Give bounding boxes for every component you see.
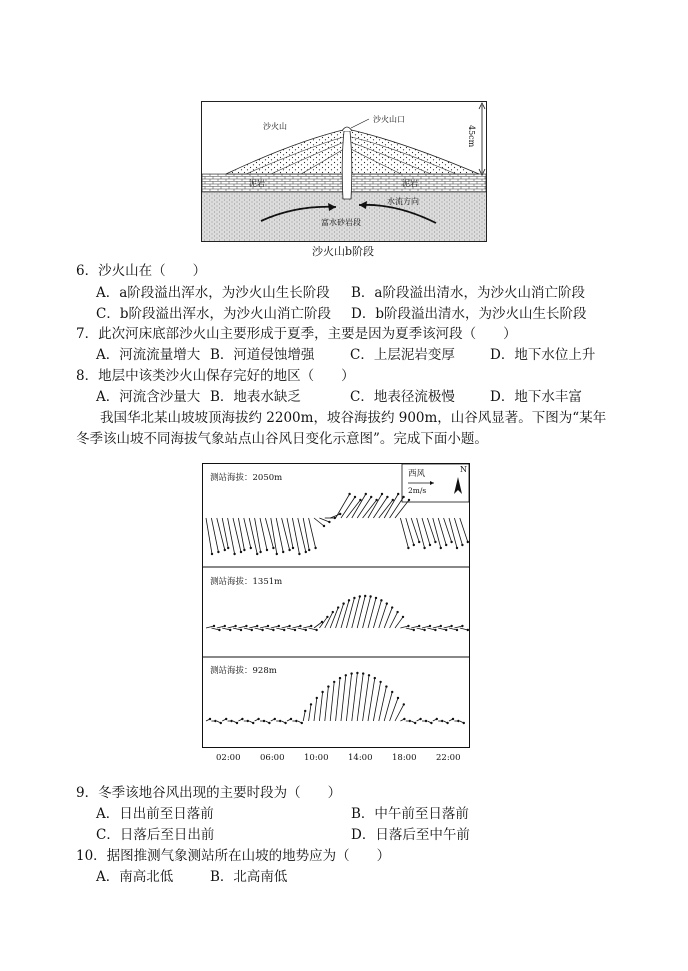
wind-stick-tip	[354, 496, 356, 498]
wind-stick-tip	[380, 599, 382, 601]
figure1-caption: 沙火山b阶段	[312, 245, 375, 258]
wind-stick-tip	[229, 629, 231, 631]
wind-stick-tip	[407, 625, 409, 627]
label-height: 45cm	[467, 125, 476, 148]
wind-stick-tip	[423, 547, 425, 549]
wind-stick-tip	[272, 629, 274, 631]
wind-stick-tip	[365, 493, 367, 495]
passage-line-2: 冬季该山坡不同海拔气象站点山谷风日变化示意图”。完成下面小题。	[76, 431, 488, 447]
wind-stick-tip	[261, 629, 263, 631]
wind-stick-tip	[359, 499, 361, 501]
wind-stick-tip	[274, 718, 276, 720]
q9-option-a: A．日出前至日落前	[96, 806, 214, 822]
wind-stick-tip	[224, 625, 226, 627]
wind-stick-tip	[252, 722, 254, 724]
panel-1-label: 测站海拔：2050m	[210, 473, 283, 483]
wind-stick-tip	[450, 625, 452, 627]
label-volcano: 沙火山	[263, 122, 287, 131]
sand-volcano-diagram	[201, 101, 487, 242]
panel-2-label: 测站海拔：1351m	[210, 577, 283, 587]
wind-stick-tip	[266, 549, 268, 551]
wind-stick-tip	[295, 720, 297, 722]
wind-stick-tip	[213, 625, 215, 627]
wind-stick-tip	[314, 547, 316, 549]
vent-conduit	[342, 131, 352, 199]
wind-stick-tip	[445, 544, 447, 546]
wind-stick-tip	[446, 722, 448, 724]
label-mud-right: 泥岩	[402, 179, 418, 188]
wind-stick-tip	[362, 672, 364, 674]
wind-stick-tip	[402, 616, 404, 618]
wind-stick-tip	[323, 525, 325, 527]
q9-option-d: D．日落后至中午前	[351, 827, 470, 843]
wind-stick-tip	[220, 722, 222, 724]
wind-stick-tip	[259, 551, 261, 553]
wind-stick-tip	[298, 553, 300, 555]
wind-stick-tip	[391, 691, 393, 693]
label-vent: 沙火山口	[373, 115, 405, 124]
wind-stick-tip	[241, 718, 243, 720]
time-axis	[202, 753, 470, 767]
wind-stick-tip	[413, 544, 415, 546]
wind-stick-tip	[450, 541, 452, 543]
wind-stick-tip	[375, 597, 377, 599]
q9-stem: 9．冬季该地谷风出现的主要时段为（ ）	[76, 785, 342, 801]
wind-stick-tip	[440, 547, 442, 549]
wind-stick-tip	[234, 625, 236, 627]
wind-stick-tip	[283, 629, 285, 631]
wind-stick-tip	[419, 718, 421, 720]
panel-3-label: 测站海拔：928m	[210, 666, 277, 676]
wind-stick-tip	[350, 672, 352, 674]
wind-stick-tip	[457, 720, 459, 722]
time-tick: 18:00	[392, 753, 417, 763]
wind-stick-tip	[292, 547, 294, 549]
label-aquifer: 富水砂岩段	[321, 218, 361, 227]
wind-stick-tip	[463, 722, 465, 724]
wind-stick-tip	[316, 697, 318, 699]
wind-stick-tip	[279, 720, 281, 722]
q6-option-a: A．a阶段溢出浑水，为沙火山生长阶段	[96, 285, 330, 301]
wind-stick-tip	[414, 722, 416, 724]
q6-option-d: D．b阶段溢出清水，为沙火山生长阶段	[351, 306, 587, 322]
wind-stick-tip	[263, 720, 265, 722]
wind-stick-tip	[339, 677, 341, 679]
wind-stick-tip	[294, 629, 296, 631]
wind-stick-tip	[299, 625, 301, 627]
wind-stick-tip	[321, 691, 323, 693]
q10-option-a: A．南高北低	[96, 869, 174, 885]
q10-option-b: B．北高南低	[210, 869, 288, 885]
q7-option-d: D．地下水位上升	[490, 347, 596, 363]
wind-stick-tip	[403, 718, 405, 720]
wind-stick-tip	[247, 720, 249, 722]
wind-stick-tip	[337, 606, 339, 608]
wind-stick-tip	[348, 493, 350, 495]
wind-stick-tip	[407, 547, 409, 549]
wind-stick-tip	[370, 496, 372, 498]
wind-stick-tip	[327, 685, 329, 687]
wind-stick-tip	[332, 611, 334, 613]
wind-stick-tip	[284, 722, 286, 724]
q10-stem: 10．据图推测气象测站所在山坡的地势应为（ ）	[76, 848, 391, 864]
wind-stick-tip	[251, 629, 253, 631]
wind-stick-tip	[218, 629, 220, 631]
wind-stick-tip	[310, 625, 312, 627]
wind-stick-tip	[386, 496, 388, 498]
wind-stick-tip	[257, 718, 259, 720]
wind-stick-tip	[301, 722, 303, 724]
wind-stick-tip	[429, 625, 431, 627]
wind-stick-tip	[230, 720, 232, 722]
wind-stick-tip	[345, 674, 347, 676]
wind-stick-tip	[402, 496, 404, 498]
wind-stick-tip	[418, 625, 420, 627]
wind-stick-tip	[423, 629, 425, 631]
wind-stick-tip	[245, 625, 247, 627]
wind-stick-tip	[413, 629, 415, 631]
wind-stick-tip	[278, 625, 280, 627]
wind-stick-tip	[379, 681, 381, 683]
wind-stick-tip	[217, 551, 219, 553]
wind-stick-tip	[356, 672, 358, 674]
wind-stick-tip	[282, 551, 284, 553]
wind-stick-tip	[333, 681, 335, 683]
wind-stick-tip	[288, 549, 290, 551]
q9-option-b: B．中午前至日落前	[351, 806, 469, 822]
legend-north-label: N	[460, 465, 467, 474]
wind-stick-tip	[209, 718, 211, 720]
wind-stick-tip	[240, 551, 242, 553]
wind-stick-tip	[310, 703, 312, 705]
q8-option-a: A．河流含沙量大	[96, 389, 201, 405]
wind-stick-tip	[328, 521, 330, 523]
wind-stick-tip	[386, 602, 388, 604]
q6-option-c: C．b阶段溢出浑水，为沙火山消亡阶段	[96, 306, 331, 322]
wind-stick-tip	[305, 551, 307, 553]
q8-option-b: B．地表水缺乏	[210, 389, 301, 405]
wind-stick-tip	[440, 625, 442, 627]
wind-stick-tip	[272, 547, 274, 549]
wind-stick-tip	[375, 499, 377, 501]
wind-stick-tip	[224, 549, 226, 551]
time-tick: 06:00	[260, 753, 285, 763]
q6-stem: 6．沙火山在（ ）	[76, 263, 207, 279]
wind-stick-tip	[452, 718, 454, 720]
q7-option-b: B．河道侵蚀增强	[210, 347, 315, 363]
wind-stick-tip	[233, 553, 235, 555]
time-tick: 10:00	[304, 753, 329, 763]
wind-stick-tip	[348, 599, 350, 601]
wind-stick-tip	[308, 549, 310, 551]
wind-stick-tip	[391, 606, 393, 608]
wind-stick-tip	[211, 553, 213, 555]
wind-stick-tip	[276, 553, 278, 555]
wind-stick-tip	[456, 547, 458, 549]
wind-stick-tip	[339, 513, 341, 515]
wind-stick-tip	[243, 549, 245, 551]
wind-stick-tip	[434, 541, 436, 543]
q6-option-b: B．a阶段溢出清水，为沙火山消亡阶段	[351, 285, 585, 301]
wind-stick-tip	[368, 674, 370, 676]
wind-stick-tip	[430, 722, 432, 724]
wind-stick-tip	[240, 629, 242, 631]
wind-stick-tip	[267, 625, 269, 627]
valley-wind-svg	[202, 463, 470, 750]
wind-stick-tip	[403, 703, 405, 705]
wind-stick-tip	[445, 629, 447, 631]
wind-stick-tip	[227, 547, 229, 549]
wind-stick-tip	[397, 493, 399, 495]
label-flow-direction: 水流方向	[387, 197, 419, 206]
q7-stem: 7．此次河床底部沙火山主要形成于夏季，主要是因为夏季该河段（ ）	[76, 326, 517, 342]
q8-stem: 8．地层中该类沙火山保存完好的地区（ ）	[76, 368, 355, 384]
time-tick: 14:00	[348, 753, 373, 763]
wind-stick-tip	[288, 625, 290, 627]
wind-stick-tip	[290, 718, 292, 720]
legend-speed-label: 2m/s	[408, 486, 427, 495]
wind-stick-tip	[436, 718, 438, 720]
wind-stick-tip	[461, 625, 463, 627]
wind-stick-tip	[392, 499, 394, 501]
wind-stick-tip	[408, 499, 410, 501]
legend-wind-label: 西风	[408, 469, 426, 479]
wind-stick-tip	[456, 629, 458, 631]
q7-option-c: C．上层泥岩变厚	[350, 347, 455, 363]
time-tick: 02:00	[216, 753, 241, 763]
wind-stick-tip	[256, 625, 258, 627]
wind-stick-tip	[225, 718, 227, 720]
wind-stick-tip	[256, 553, 258, 555]
wind-stick-tip	[268, 722, 270, 724]
wind-stick-tip	[304, 710, 306, 712]
passage-line-1: 我国华北某山坡坡顶海拔约 2200m，坡谷海拔约 900m，山谷风显著。下图为“某年	[100, 410, 607, 426]
wind-stick-tip	[467, 541, 469, 543]
wind-stick-tip	[250, 547, 252, 549]
wind-stick-tip	[409, 720, 411, 722]
q8-option-c: C．地表径流极慢	[350, 389, 455, 405]
wind-stick-tip	[315, 629, 317, 631]
wind-stick-tip	[381, 493, 383, 495]
wind-stick-tip	[364, 595, 366, 597]
wind-stick-tip	[374, 677, 376, 679]
wind-stick-tip	[425, 720, 427, 722]
wind-stick-tip	[214, 720, 216, 722]
q8-option-d: D．地下水丰富	[490, 389, 582, 405]
q9-option-c: C．日落后至日出前	[96, 827, 215, 843]
wind-stick-tip	[429, 544, 431, 546]
wind-stick-tip	[396, 611, 398, 613]
wind-stick-tip	[342, 602, 344, 604]
wind-stick-tip	[369, 595, 371, 597]
label-mud-left: 泥岩	[249, 179, 265, 188]
wind-stick-tip	[461, 544, 463, 546]
wind-stick-tip	[385, 685, 387, 687]
valley-wind-figure	[202, 463, 470, 750]
time-tick: 22:00	[436, 753, 461, 763]
wind-stick-tip	[397, 697, 399, 699]
wind-stick-tip	[467, 629, 469, 631]
q7-option-a: A．河流流量增大	[96, 347, 201, 363]
wind-stick-tip	[434, 629, 436, 631]
wind-stick-tip	[305, 629, 307, 631]
wind-stick-tip	[359, 595, 361, 597]
figure-frame	[203, 464, 470, 748]
wind-stick-tip	[236, 722, 238, 724]
wind-stick-tip	[326, 616, 328, 618]
wind-stick-tip	[353, 597, 355, 599]
wind-stick-tip	[441, 720, 443, 722]
wind-stick-tip	[418, 541, 420, 543]
